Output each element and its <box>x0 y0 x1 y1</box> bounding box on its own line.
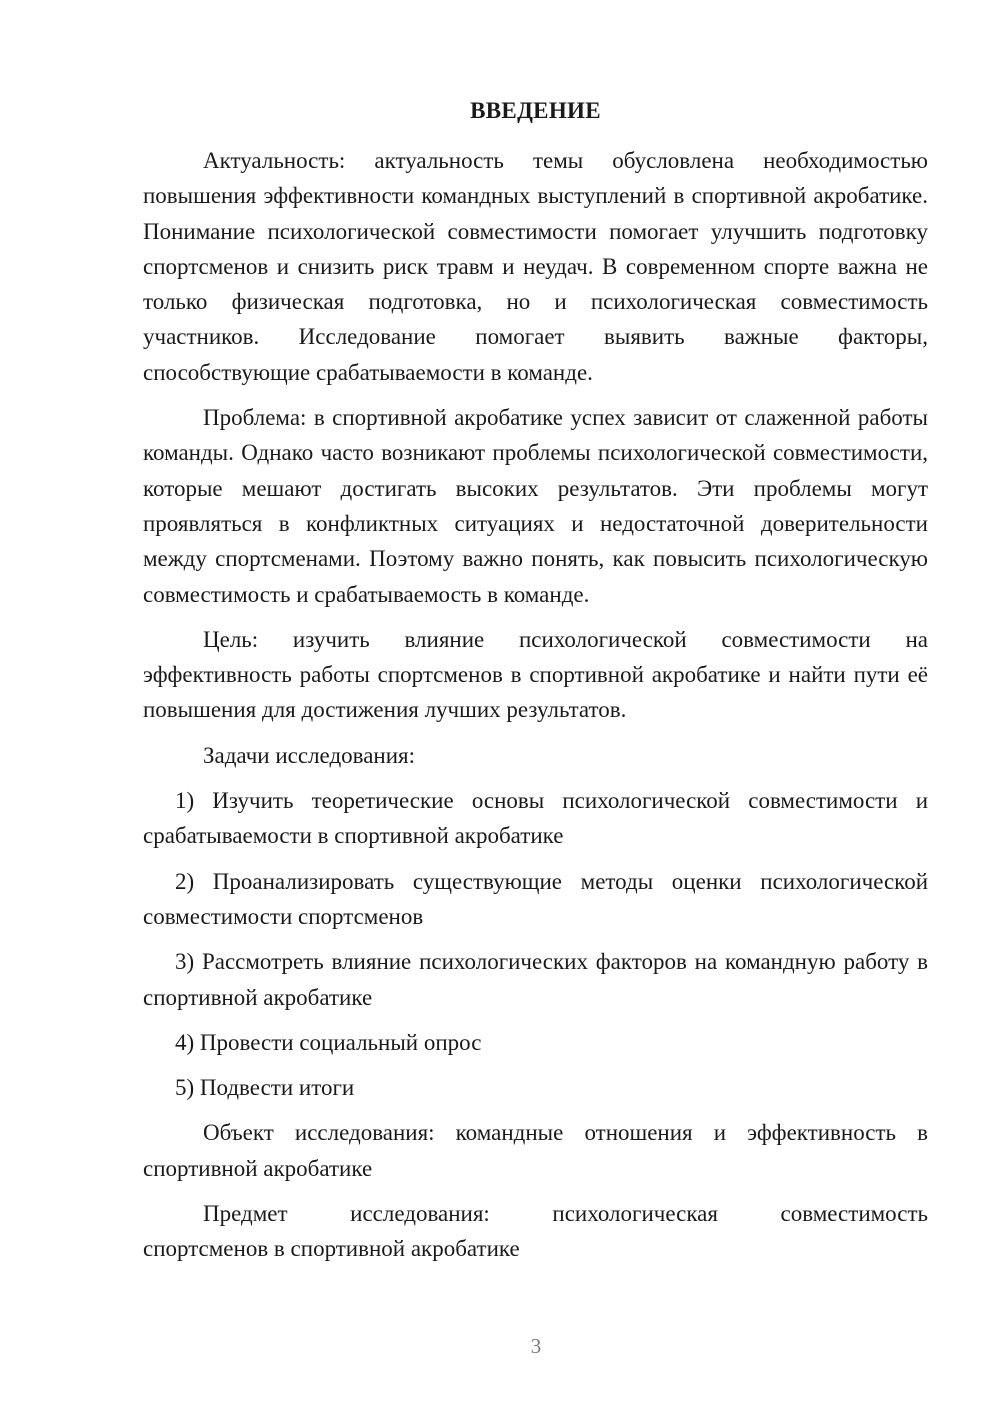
object-paragraph: Объект исследования: командные отношения и эффективность в спортивной акробатике <box>143 1120 928 1181</box>
goal-paragraph: Цель: изучить влияние психологической совместимости на эффективность работы спортсменов в спортивной акробатике и найти пути её повышения для достижения лучших результатов. <box>143 626 928 723</box>
task-item-4: 4) Провести социальный опрос <box>175 1029 482 1055</box>
task-item-5: 5) Подвести итоги <box>175 1075 355 1101</box>
problem-paragraph: Проблема: в спортивной акробатике успех зависит от слаженной работы команды. Однако часто возникают проблемы психологической совместимости, которые мешают достигать высоких результатов. Эти проблемы могут проявляться в конфликтных ситуациях и недостаточной доверительности между спортсменами. Поэтому важно понять, как повысить психологическую совместимость и срабатываемость в команде. <box>143 405 928 607</box>
document-body <box>143 143 928 1267</box>
tasks-heading: Задачи исследования: <box>203 742 416 768</box>
subject-line-2: спортсменов в спортивной акробатике <box>143 1236 520 1262</box>
section-title: ВВЕДЕНИЕ <box>470 98 601 123</box>
task-item-3: 3) Рассмотреть влияние психологических факторов на командную работу в спортивной акробатике <box>143 949 928 1010</box>
task-item-1: 1) Изучить теоретические основы психологической совместимости и срабатываемости в спортивной акробатике <box>143 788 928 849</box>
task-item-2: 2) Проанализировать существующие методы оценки психологической совместимости спортсменов <box>143 868 928 929</box>
page-number: 3 <box>530 1334 542 1358</box>
subject-line-1: Предмет исследования: психологическая совместимость <box>203 1201 928 1227</box>
relevance-paragraph: Актуальность: актуальность темы обусловлена необходимостью повышения эффективности командных выступлений в спортивной акробатике. Понимание психологической совместимости помогает улучшить подготовку спортсменов и снизить риск травм и неудач. В современном спорте важна не только физическая подготовка, но и психологическая совместимость участников. Исследование помогает выявить важные факторы, способствующие срабатываемости в команде. <box>143 148 928 385</box>
